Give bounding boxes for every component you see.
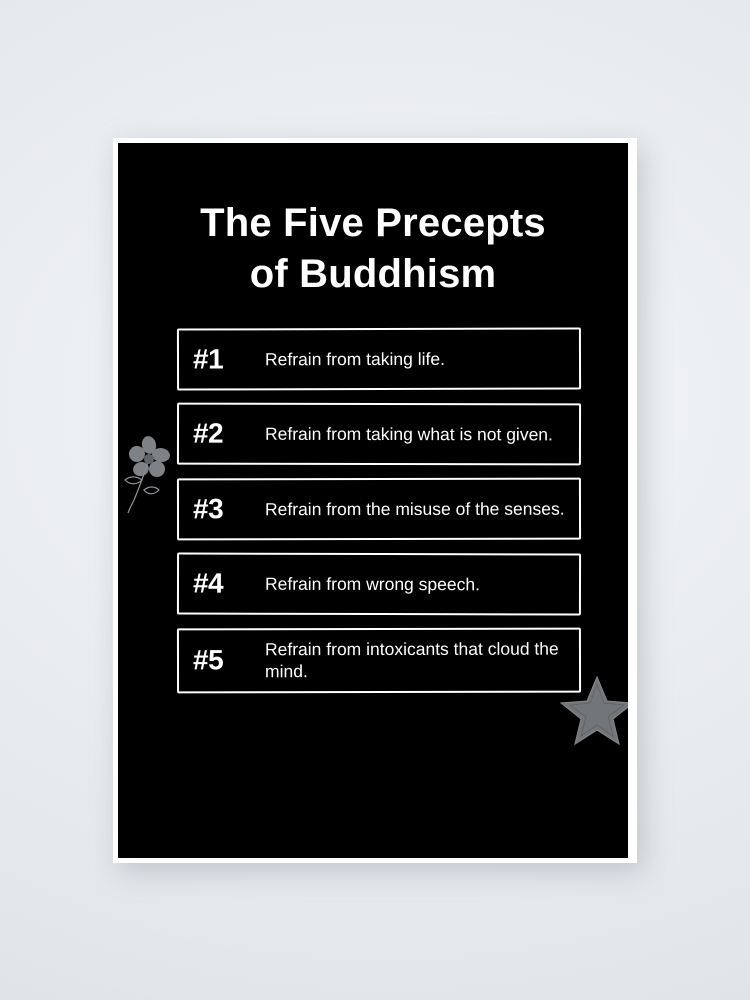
precept-number: #2 [192,417,224,449]
precept-text: Refrain from intoxicants that cloud the mind. [264,638,559,682]
poster-title-line-1: The Five Precepts [200,201,546,245]
precept-number: #1 [192,343,224,375]
poster-artwork [118,143,628,858]
precept-item [177,628,581,694]
poster-title [118,198,628,300]
poster-frame [113,138,637,863]
poster-title-line-2: of Buddhism [249,252,497,297]
precept-item [177,478,581,541]
precept-item [177,553,581,616]
precept-number: #4 [192,567,224,599]
precept-text: Refrain from wrong speech. [264,573,480,595]
precept-list [177,328,581,706]
precept-text: Refrain from taking life. [264,348,445,370]
precept-item [177,327,581,390]
precept-text: Refrain from taking what is not given. [264,423,553,445]
precept-item [177,403,581,466]
precept-text: Refrain from the misuse of the senses. [264,498,565,519]
precept-number: #5 [192,644,224,676]
flower-sketch-icon [118,422,182,514]
precept-number: #3 [192,493,224,525]
